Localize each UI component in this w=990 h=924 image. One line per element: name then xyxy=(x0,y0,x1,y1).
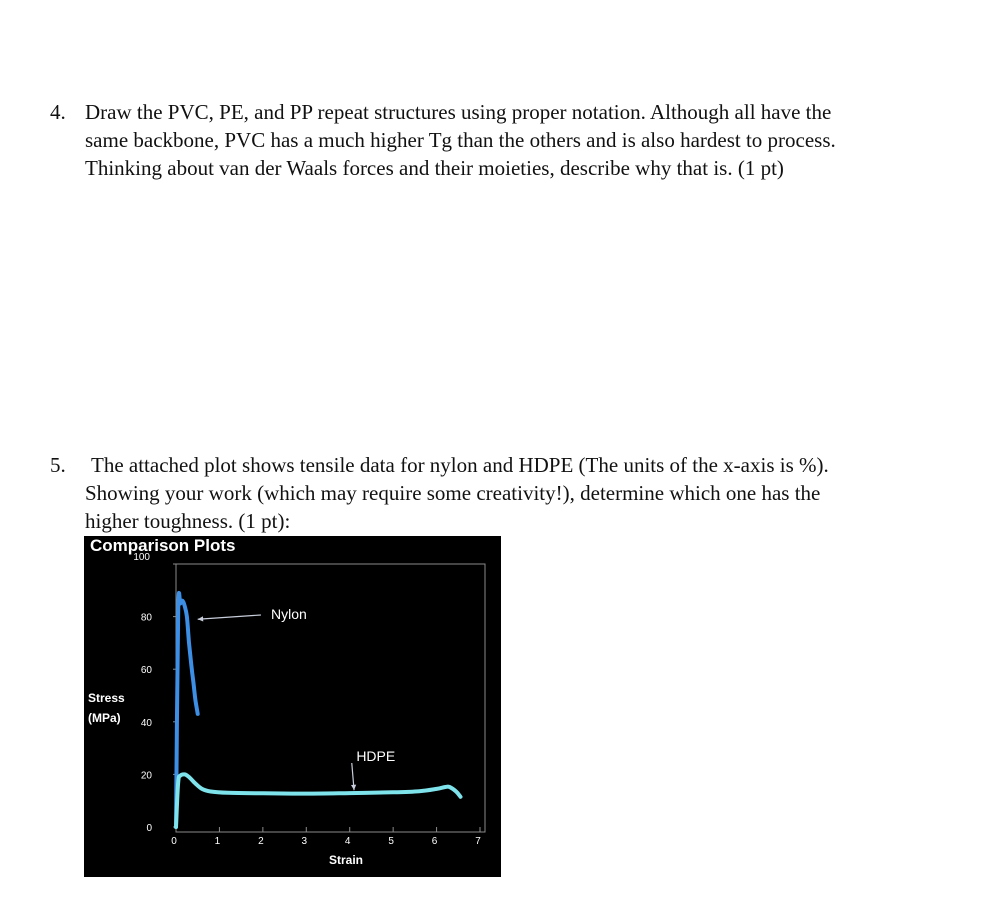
question-5-number: 5. xyxy=(50,453,66,477)
y-tick-label: 60 xyxy=(140,665,152,677)
annotation-nylon: Nylon xyxy=(271,605,307,622)
x-tick-label: 5 xyxy=(388,836,394,847)
y-axis-label-line-2: (MPa) xyxy=(88,711,121,725)
x-tick-label: 7 xyxy=(475,836,481,847)
x-tick-label: 1 xyxy=(214,836,221,847)
tensile-chart xyxy=(84,536,501,877)
x-axis-label: Strain xyxy=(328,853,364,867)
x-tick-label: 3 xyxy=(301,836,308,847)
tensile-chart-svg xyxy=(84,536,501,877)
question-4-line-3: Thinking about van der Waals forces and their moieties, describe why that is. (1 pt) xyxy=(85,156,784,180)
y-tick-label: 100 xyxy=(133,552,150,563)
x-tick-label: 6 xyxy=(431,836,438,847)
y-tick-label: 0 xyxy=(146,823,152,834)
y-tick-label: 80 xyxy=(140,612,152,624)
x-tick-label: 0 xyxy=(171,836,177,847)
y-tick-label: 40 xyxy=(140,717,152,729)
question-4-line-2: same backbone, PVC has a much higher Tg than the others and is also hardest to process. xyxy=(85,128,836,152)
question-5-line-1: The attached plot shows tensile data for nylon and HDPE (The units of the x-axis is %). xyxy=(91,453,829,477)
annotation-hdpe: HDPE xyxy=(356,747,396,764)
question-5-line-2: Showing your work (which may require some creativity!), determine which one has the xyxy=(85,481,821,505)
y-tick-label: 20 xyxy=(140,770,152,782)
question-5-line-3: higher toughness. (1 pt): xyxy=(85,509,291,533)
x-tick-label: 4 xyxy=(344,836,351,847)
question-4-line-1: Draw the PVC, PE, and PP repeat structures using proper notation. Although all have the xyxy=(85,100,832,124)
chart-title: Comparison Plots xyxy=(90,536,236,555)
question-4-number: 4. xyxy=(50,100,66,124)
y-axis-label-line-1: Stress xyxy=(88,691,125,705)
x-tick-label: 2 xyxy=(258,836,264,847)
